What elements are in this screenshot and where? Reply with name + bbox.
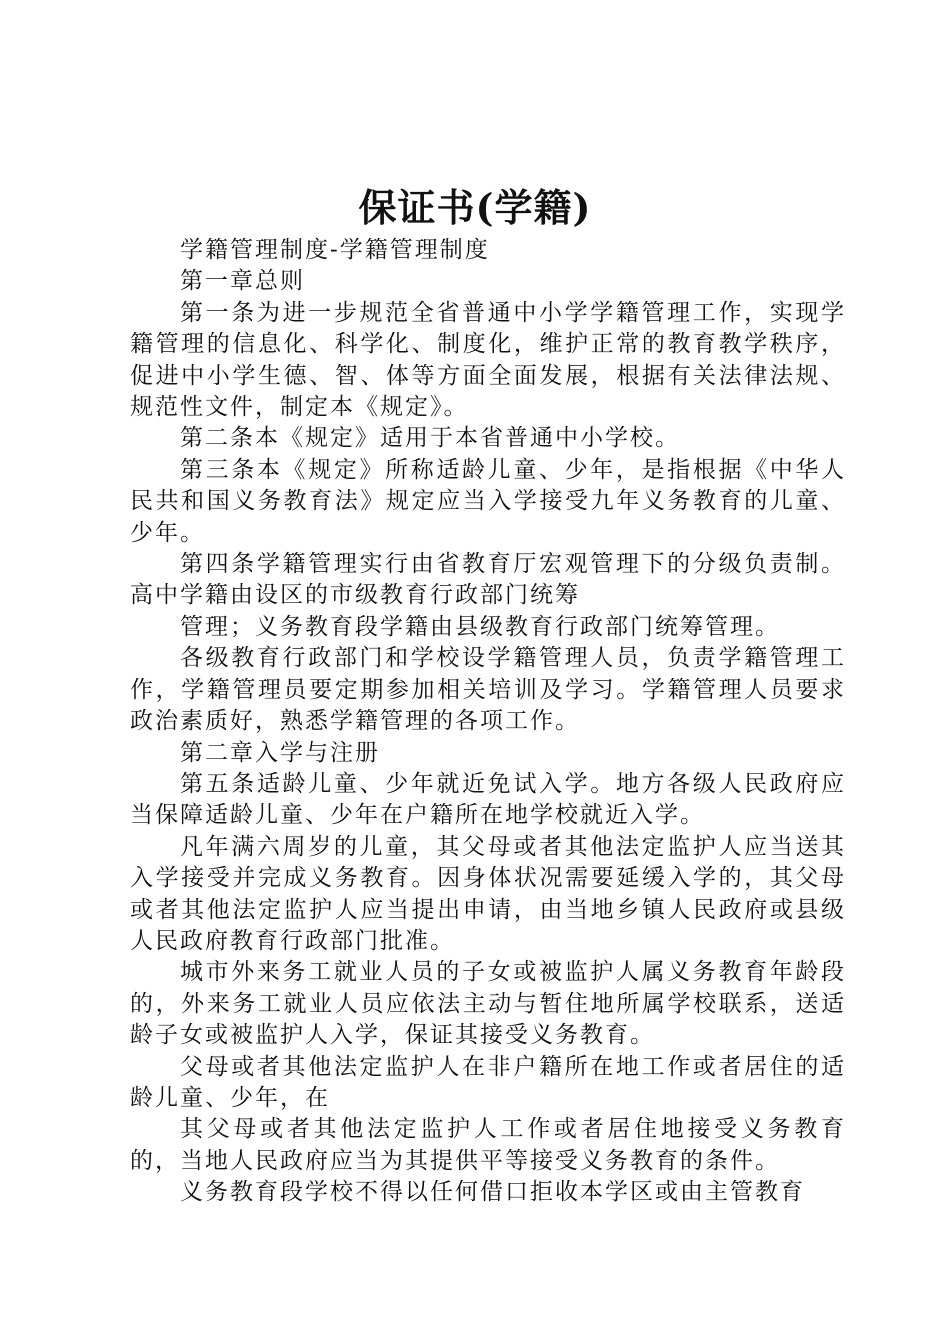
article-2: 第二条本《规定》适用于本省普通中小学校。 xyxy=(180,425,680,452)
paragraph-subtitle: 学籍管理制度-学籍管理制度 xyxy=(180,237,490,263)
document-body xyxy=(130,235,846,1209)
paragraph-age-six: 凡年满六周岁的儿童，其父母或者其他法定监护人应当送其入学接受并完成义务教育。因身体状况需要延缓入学的，其父母或者其他法定监护人应当提出申请，由当地乡镇人民政府或县级人民政府教育行政部门批准。 xyxy=(130,833,846,954)
article-1: 第一条为进一步规范全省普通中小学学籍管理工作，实现学籍管理的信息化、科学化、制度化，维护正常的教育教学秩序，促进中小学生德、智、体等方面全面发展，根据有关法律法规、规范性文件，制定本《规定》。 xyxy=(130,299,846,421)
article-4-continued: 管理；义务教育段学籍由县级教育行政部门统筹管理。 xyxy=(180,613,780,640)
paragraph-schools: 义务教育段学校不得以任何借口拒收本学区或由主管教育 xyxy=(180,1179,805,1206)
article-4: 第四条学籍管理实行由省教育厅宏观管理下的分级负责制。高中学籍由设区的市级教育行政部门统筹 xyxy=(130,551,846,609)
chapter-heading-2: 第二章入学与注册 xyxy=(180,739,380,766)
paragraph-non-resident: 父母或者其他法定监护人在非户籍所在地工作或者居住的适龄儿童、少年，在 xyxy=(130,1053,846,1111)
article-3: 第三条本《规定》所称适龄儿童、少年，是指根据《中华人民共和国义务教育法》规定应当入学接受九年义务教育的儿童、少年。 xyxy=(130,456,846,546)
document-title: 保证书(学籍) xyxy=(358,185,592,230)
article-5: 第五条适龄儿童、少年就近免试入学。地方各级人民政府应当保障适龄儿童、少年在户籍所在地学校就近入学。 xyxy=(130,770,846,829)
chapter-heading-1: 第一章总则 xyxy=(180,268,305,295)
paragraph-staff: 各级教育行政部门和学校设学籍管理人员，负责学籍管理工作，学籍管理员要定期参加相关培训及学习。学籍管理人员要求政治素质好，熟悉学籍管理的各项工作。 xyxy=(130,645,846,735)
paragraph-non-resident-continued: 其父母或者其他法定监护人工作或者居住地接受义务教育的，当地人民政府应当为其提供平等接受义务教育的条件。 xyxy=(130,1116,846,1174)
paragraph-migrant: 城市外来务工就业人员的子女或被监护人属义务教育年龄段的，外来务工就业人员应依法主动与暂住地所属学校联系，送适龄子女或被监护人入学，保证其接受义务教育。 xyxy=(130,959,846,1049)
